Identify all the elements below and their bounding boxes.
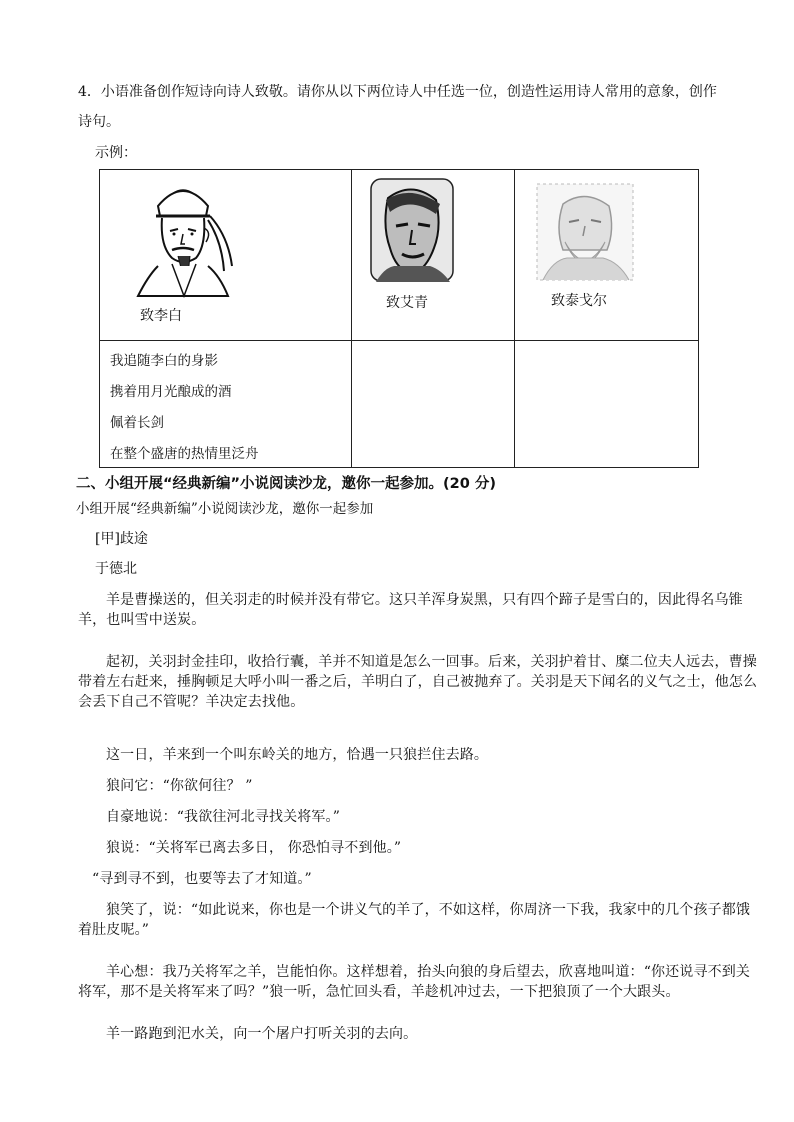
story-paragraph-1: 羊是曹操送的，但关羽走的时候并没有带它。这只羊浑身炭黑，只有四个蹄子是雪白的，因此得名乌锥羊，也叫雪中送炭。 bbox=[78, 592, 743, 628]
ai-qing-answer-cell[interactable] bbox=[352, 341, 515, 468]
story-paragraph-9: 羊心想：我乃关将军之羊，岂能怕你。这样想着，抬头向狼的身后望去，欣喜地叫道：“你还说寻不到关将军，那不是关将军来了吗？”狼一听，急忙回头看，羊趁机冲过去，一下把狼顶了一个大跟头。 bbox=[78, 964, 751, 1000]
story-title: [甲]歧途 bbox=[95, 531, 148, 547]
story-paragraph-6: 狼说：“关将军已离去多日， 你恐怕寻不到他。” bbox=[106, 840, 402, 856]
ai-qing-portrait-icon bbox=[370, 178, 454, 282]
story-paragraph-7: “寻到寻不到，也要等去了才知道。” bbox=[92, 871, 312, 887]
example-label: 示例： bbox=[95, 145, 137, 161]
story-paragraph-8: 狼笑了，说：“如此说来，你也是一个讲义气的羊了，不如这样，你周济一下我，我家中的几个孩子都饿着肚皮呢。” bbox=[78, 902, 751, 938]
ai-qing-cell bbox=[352, 170, 515, 341]
li-bai-portrait-icon bbox=[128, 176, 238, 301]
tagore-portrait-icon bbox=[533, 180, 637, 284]
tagore-caption: 致泰戈尔 bbox=[551, 293, 607, 309]
example-poem-line-3: 佩着长剑 bbox=[110, 415, 164, 431]
question-line-2: 诗句。 bbox=[78, 114, 120, 130]
story-paragraph-3: 这一日，羊来到一个叫东岭关的地方，恰遇一只狼拦住去路。 bbox=[106, 747, 489, 763]
ai-qing-caption: 致艾青 bbox=[386, 295, 428, 311]
poets-table bbox=[99, 169, 699, 468]
story-author: 于德北 bbox=[95, 561, 137, 577]
tagore-cell bbox=[515, 170, 699, 341]
question-line-1: 4．小语准备创作短诗向诗人致敬。请你从以下两位诗人中任选一位，创造性运用诗人常用的意象，创作 bbox=[78, 84, 717, 100]
story-paragraph-2: 起初，关羽封金挂印，收拾行囊，羊并不知道是怎么一回事。后来，关羽护着甘、糜二位夫人远去，曹操带着左右赶来，捶胸顿足大呼小叫一番之后，羊明白了，自己被抛弃了。关羽是天下闻名的义气之士，他怎么会丢下自己不管呢？羊决定去找他。 bbox=[78, 654, 758, 710]
section-2-title: 二、小组开展“经典新编”小说阅读沙龙，邀你一起参加。(20 分) bbox=[76, 476, 497, 492]
li-bai-caption: 致李白 bbox=[140, 308, 182, 324]
example-poem-cell bbox=[100, 341, 352, 468]
story-paragraph-10: 羊一路跑到汜水关，向一个屠户打听关羽的去向。 bbox=[106, 1026, 418, 1042]
example-poem-line-2: 携着用月光酿成的酒 bbox=[110, 384, 232, 400]
story-paragraph-5: 自豪地说：“我欲往河北寻找关将军。” bbox=[106, 809, 341, 825]
li-bai-cell bbox=[100, 170, 352, 341]
example-poem-line-4: 在整个盛唐的热情里泛舟 bbox=[110, 446, 259, 462]
example-poem-line-1: 我追随李白的身影 bbox=[110, 353, 218, 369]
section-2-subtitle: 小组开展“经典新编”小说阅读沙龙，邀你一起参加 bbox=[76, 501, 374, 517]
story-paragraph-4: 狼问它：“你欲何往？ ” bbox=[106, 778, 253, 794]
tagore-answer-cell[interactable] bbox=[515, 341, 699, 468]
